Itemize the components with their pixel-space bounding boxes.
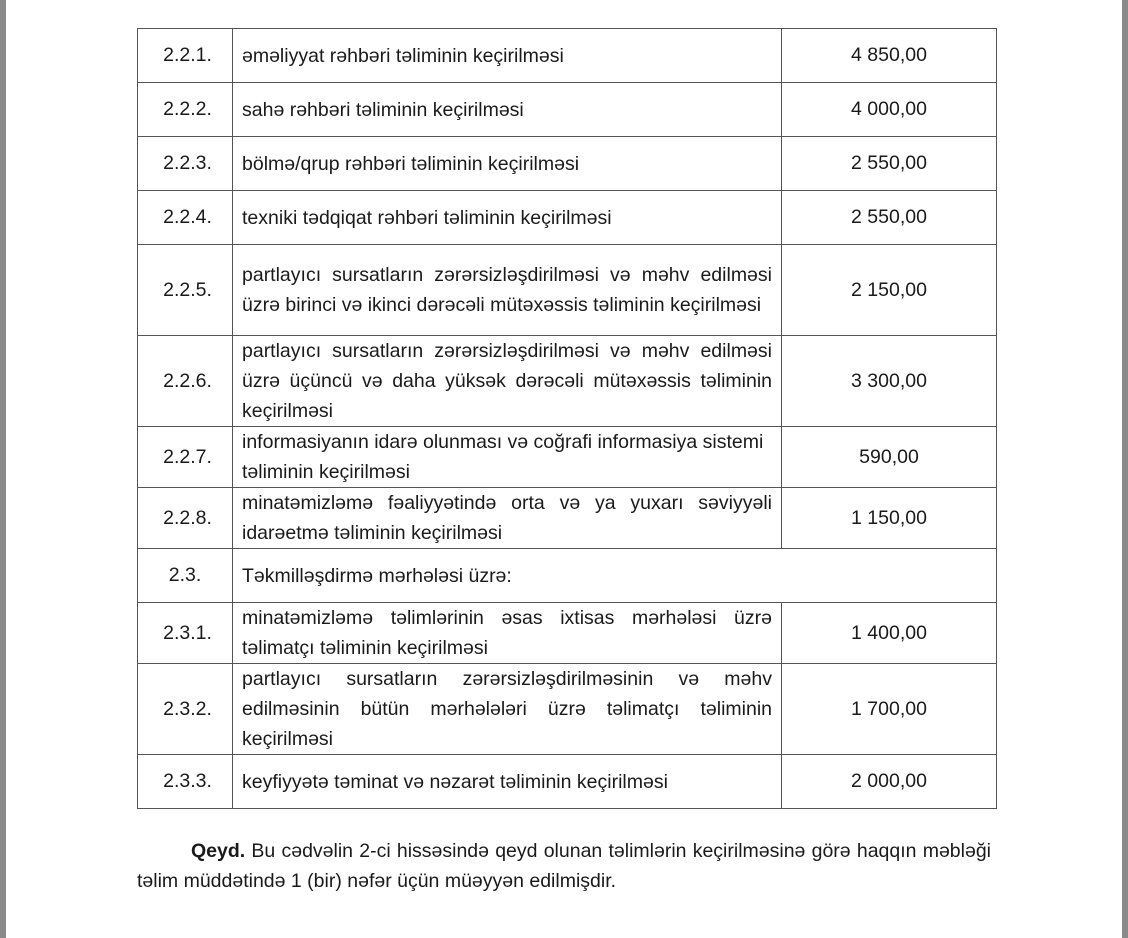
row-amount: 2 000,00 bbox=[782, 755, 997, 809]
row-number: 2.2.1. bbox=[138, 29, 233, 83]
row-description: bölmə/qrup rəhbəri təliminin keçirilməsi bbox=[242, 152, 580, 175]
table-row bbox=[138, 755, 997, 809]
table-row bbox=[138, 427, 997, 488]
row-amount: 2 150,00 bbox=[782, 245, 997, 336]
table-row bbox=[138, 191, 997, 245]
table-row bbox=[138, 83, 997, 137]
table-row bbox=[138, 29, 997, 83]
row-amount: 1 150,00 bbox=[782, 488, 997, 549]
row-number: 2.2.4. bbox=[138, 191, 233, 245]
table-row bbox=[138, 603, 997, 664]
section-number: 2.3. bbox=[138, 549, 233, 603]
row-amount: 2 550,00 bbox=[782, 137, 997, 191]
table-row bbox=[138, 245, 997, 336]
row-description: partlayıcı sursatların zərərsizləşdirilməsinin və məhv edilməsinin bütün mərhələləri üzrə təlimatçı təliminin keçirilməsi bbox=[242, 668, 772, 750]
table-row bbox=[138, 137, 997, 191]
row-number: 2.3.1. bbox=[138, 603, 233, 664]
row-description: texniki tədqiqat rəhbəri təliminin keçirilməsi bbox=[242, 206, 612, 229]
row-description: sahə rəhbəri təliminin keçirilməsi bbox=[242, 98, 524, 121]
section-header-row bbox=[138, 549, 997, 603]
row-number: 2.2.5. bbox=[138, 245, 233, 336]
row-number: 2.3.3. bbox=[138, 755, 233, 809]
row-number: 2.2.2. bbox=[138, 83, 233, 137]
row-number: 2.3.2. bbox=[138, 664, 233, 755]
right-page-edge bbox=[1122, 0, 1128, 938]
fee-table bbox=[137, 28, 997, 809]
row-description: əməliyyat rəhbəri təliminin keçirilməsi bbox=[242, 44, 564, 67]
row-amount: 4 000,00 bbox=[782, 83, 997, 137]
section-title: Təkmilləşdirmə mərhələsi üzrə: bbox=[242, 564, 512, 587]
table-row bbox=[138, 336, 997, 427]
left-page-edge bbox=[0, 0, 6, 938]
row-amount: 3 300,00 bbox=[782, 336, 997, 427]
row-description: minatəmizləmə fəaliyyətində orta və ya yuxarı səviyyəli idarəetmə təliminin keçirilməsi bbox=[242, 492, 772, 544]
row-amount: 590,00 bbox=[782, 427, 997, 488]
table-row bbox=[138, 488, 997, 549]
table-row bbox=[138, 664, 997, 755]
note-text: Bu cədvəlin 2-ci hissəsində qeyd olunan təlimlərin keçirilməsinə görə haqqın məbləği təlim müddətində 1 (bir) nəfər üçün müəyyən edilmişdir. bbox=[137, 840, 991, 892]
footnote bbox=[137, 836, 991, 896]
row-description: partlayıcı sursatların zərərsizləşdirilməsi və məhv edilməsi üzrə birinci və ikinci dərəcəli mütəxəssis təliminin keçirilməsi bbox=[242, 264, 772, 316]
row-number: 2.2.7. bbox=[138, 427, 233, 488]
note-label: Qeyd. bbox=[191, 840, 246, 862]
row-description: partlayıcı sursatların zərərsizləşdirilməsi və məhv edilməsi üzrə üçüncü və daha yüksək dərəcəli mütəxəssis təliminin keçirilməsi bbox=[242, 340, 772, 422]
row-amount: 1 700,00 bbox=[782, 664, 997, 755]
row-number: 2.2.8. bbox=[138, 488, 233, 549]
row-number: 2.2.3. bbox=[138, 137, 233, 191]
row-number: 2.2.6. bbox=[138, 336, 233, 427]
row-amount: 2 550,00 bbox=[782, 191, 997, 245]
row-description: keyfiyyətə təminat və nəzarət təliminin keçirilməsi bbox=[242, 770, 668, 793]
row-description: minatəmizləmə təlimlərinin əsas ixtisas mərhələsi üzrə təlimatçı təliminin keçirilməsi bbox=[242, 607, 772, 659]
row-amount: 1 400,00 bbox=[782, 603, 997, 664]
row-description: informasiyanın idarə olunması və coğrafi informasiya sistemi təliminin keçirilməsi bbox=[242, 431, 764, 483]
row-amount: 4 850,00 bbox=[782, 29, 997, 83]
